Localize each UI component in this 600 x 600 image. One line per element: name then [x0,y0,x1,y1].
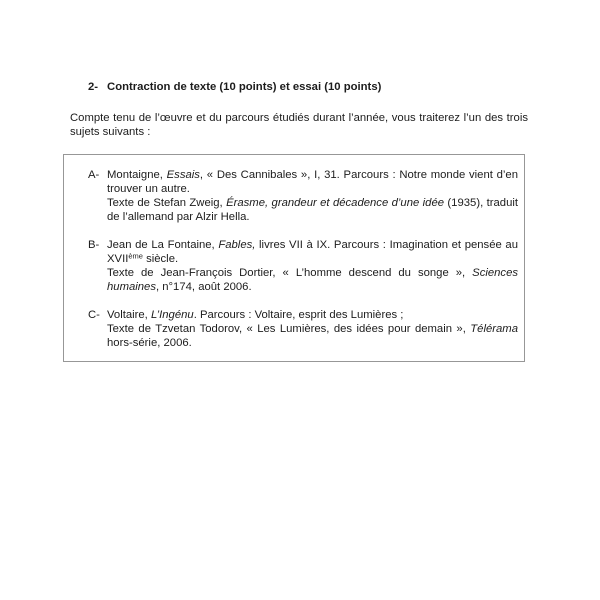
subject-list [88,168,518,350]
subject-text: Montaigne, Essais, « Des Cannibales », I, 31. Parcours : Notre monde vient d’en trouver un autre. Texte de Stefan Zweig, Érasme, grandeur et décadence d’une idée (1935), traduit de l’allemand par Alzir Hella. [107,169,519,223]
subject-label: A- [88,169,100,181]
subject-item [88,308,518,350]
intro-paragraph: Compte tenu de l’œuvre et du parcours étudiés durant l’année, vous traiterez l’un des trois sujets suivants : [70,112,528,138]
subject-label: C- [88,309,100,321]
subject-item [88,238,518,294]
section-heading [88,80,381,94]
section-title: Contraction de texte (10 points) et essai (10 points) [107,81,382,93]
subject-label: B- [88,239,100,251]
subjects-box [63,154,525,362]
subject-item [88,168,518,224]
section-number: 2- [88,81,99,93]
subject-text: Jean de La Fontaine, Fables, livres VII à IX. Parcours : Imagination et pensée au XVIIème siècle. Texte de Jean-François Dortier, « L’homme descend du songe », Sciences humaines, n°174, août 2006. [107,239,518,293]
subject-text: Voltaire, L’Ingénu. Parcours : Voltaire, esprit des Lumières ; Texte de Tzvetan Todorov, « Les Lumières, des idées pour demain », Télérama hors-série, 2006. [107,309,518,349]
